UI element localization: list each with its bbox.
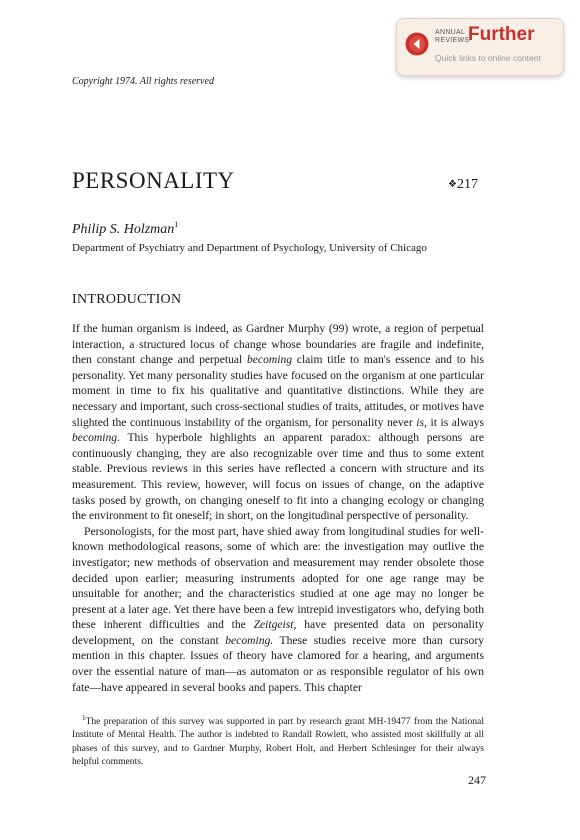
chapter-marker: ❖217: [448, 177, 478, 192]
paragraph: If the human organism is indeed, as Gardner Murphy (99) wrote, a region of perpetual interaction, a structured locus of change whose boundaries are fragile and indefinite, then constant change and perpetual becoming claim title to man's essence and to his personality. Yet many personality studies have focused on the organism at one particular moment in time to fix his qualitative and quantitative distinctions. While they are necessary and important, such cross-sectional studies of traits, attitudes, or motives have slighted the continuous instability of the organism, for personality never is, it is always becoming. This hyperbole highlights an apparent paradox: although persons are continuously changing, they are also recognizable over time and thus to some extent stable. Previous reviews in this series have reflected a concern with structure and its measurement. This review, however, will focus on issues of change, on the adaptive tasks posed by growth, on changing oneself to fit into a changing ecology or changing the environment to fit oneself; in short, on the longitudinal perspective of personality.: [72, 322, 484, 523]
badge-subtitle: Quick links to online content: [435, 53, 541, 63]
back-arrow-icon: [405, 32, 429, 56]
paragraph: Personologists, for the most part, have shied away from longitudinal studies for well-known methodological reasons, some of which are: the investigation may outlive the investigator; new methods of observation and measurement may render obsolete those decided upon earlier; measuring instruments adopted for one age range may be unsuitable for another; and the characteristics studied at one age may no longer be present at a later age. Yet there have been a few intrepid investigators who, defying both these inherent difficulties and the Zeitgeist, have presented data on personality development, on the constant becoming. These studies receive more than cursory mention in this chapter. Issues of theory have clamored for a hearing, and arguments over the essential nature of man—as automaton or as responsible regulator of his own fate—have appeared in several books and papers. This chapter: [72, 524, 484, 694]
author-name: Philip S. Holzman$^1$: [72, 220, 179, 237]
badge-annual-reviews-label: ANNUAL REVIEWS: [435, 29, 470, 44]
badge-further-brand: Further: [468, 24, 535, 45]
further-badge[interactable]: [396, 18, 564, 76]
page-number: 247: [468, 773, 486, 787]
section-heading: INTRODUCTION: [72, 292, 182, 307]
copyright-notice: Copyright 1974. All rights reserved: [72, 76, 214, 87]
author-affiliation: Department of Psychiatry and Department of Psychology, University of Chicago: [72, 242, 427, 254]
diamond-icon: ❖: [448, 179, 457, 190]
page-title: PERSONALITY: [72, 168, 235, 193]
body-text: [72, 321, 484, 695]
footnote: $^1$The preparation of this survey was supported in part by research grant MH-19477 from the National Institute of Mental Health. The author is indebted to Randall Rowlett, who assisted most skillfully at all phases of this survey, and to Gardner Murphy, Robert Holt, and Herbert Schlesinger for their always helpful comments.: [72, 714, 484, 767]
footnote-mark: 1: [174, 220, 179, 229]
